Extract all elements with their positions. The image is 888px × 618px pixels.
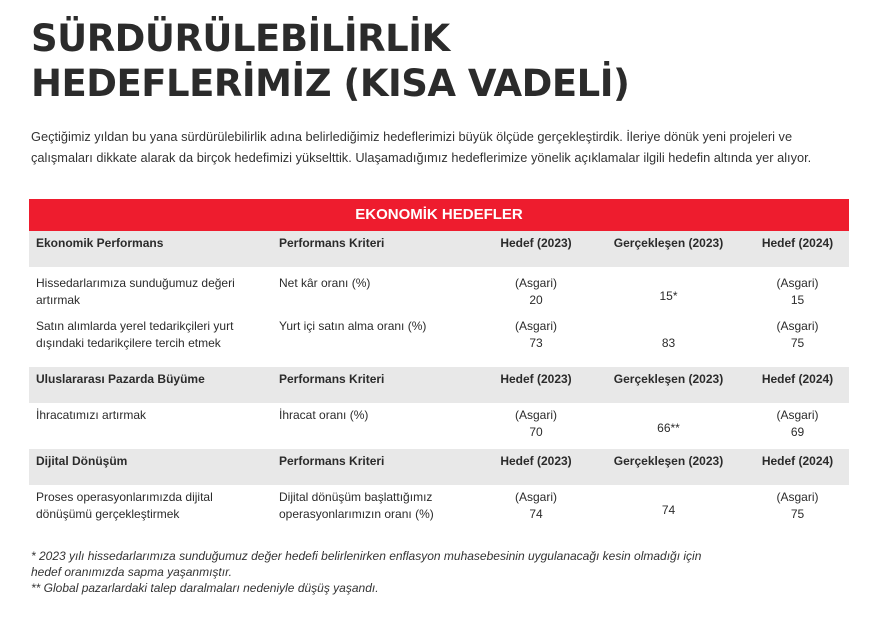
target-2024-cell [746,403,849,449]
goal-line: dışındaki tedarikçilere tercih etmek [36,336,221,350]
column-header-target-2024: Hedef (2024) [761,236,834,250]
actual-2023-value: 15* [659,289,678,303]
goal-cell [29,318,272,367]
column-header-target-2023: Hedef (2023) [500,372,572,386]
goal-line: dönüşümü gerçekleştirmek [36,507,180,521]
intro-line-1: Geçtiğimiz yıldan bu yana sürdürülebilirlik adına belirlediğimiz hedeflerimizi büyük ölçüde gerçekleştirdik. İleriye dönük yeni projeleri ve [31,129,793,144]
column-header-target-2024: Hedef (2024) [761,372,834,386]
criteria-line: Net kâr oranı (%) [279,276,371,290]
table-row [29,403,849,449]
goal-line: Satın alımlarda yerel tedarikçileri yurt [36,319,234,333]
page-title-line-2: HEDEFLERİMİZ (KISA VADELİ) [31,62,630,105]
goal-line: İhracatımızı artırmak [36,408,147,422]
criteria-line: Yurt içi satın alma oranı (%) [279,319,427,333]
section-header-economic-performance [29,231,849,267]
target-2024-cell [746,271,849,318]
min-label: (Asgari) [776,276,819,290]
section-header-international-growth [29,367,849,403]
table-row [29,318,849,367]
min-label: (Asgari) [514,276,557,290]
target-2024-cell [746,318,849,367]
actual-2023-value: 66** [657,421,680,435]
section-name: Uluslararası Pazarda Büyüme [36,372,205,386]
goal-cell [29,403,272,449]
column-header-actual-2023: Gerçekleşen (2023) [613,372,724,386]
page-title-line-1: SÜRDÜRÜLEBİLİRLİK [31,17,450,60]
target-2024-value: 69 [790,425,805,439]
footnote-1-line-1: * 2023 yılı hissedarlarımıza sunduğumuz değer hedefi belirlenirken enflasyon muhasebesinin uygulanacağı kesin olmadığı için [31,549,702,563]
table-row [29,485,849,533]
criteria-cell [272,485,481,533]
min-label: (Asgari) [776,408,819,422]
criteria-cell [272,318,481,367]
criteria-line: İhracat oranı (%) [279,408,369,422]
column-header-criteria: Performans Kriteri [279,372,385,386]
criteria-cell [272,271,481,318]
target-2024-cell [746,485,849,533]
column-header-criteria: Performans Kriteri [279,454,385,468]
min-label: (Asgari) [514,408,557,422]
goal-cell [29,485,272,533]
target-2023-value: 20 [529,293,543,307]
section-name: Dijital Dönüşüm [36,454,128,468]
section-name: Ekonomik Performans [36,236,164,250]
intro-paragraph [31,126,851,168]
footnotes [31,548,831,596]
column-header-actual-2023: Gerçekleşen (2023) [613,236,724,250]
target-2024-value: 75 [790,507,805,521]
target-2023-cell [481,485,591,533]
actual-2023-value: 74 [661,503,676,517]
column-header-target-2023: Hedef (2023) [500,236,572,250]
criteria-line: operasyonlarımızın oranı (%) [279,507,434,521]
target-2024-value: 75 [790,336,805,350]
min-label: (Asgari) [514,490,557,504]
goal-line: artırmak [36,293,81,307]
table-title: EKONOMİK HEDEFLER [29,199,849,231]
actual-2023-value: 83 [661,336,676,350]
column-header-criteria: Performans Kriteri [279,236,385,250]
page-title [31,16,851,106]
min-label: (Asgari) [514,319,557,333]
economic-goals-table [29,199,849,533]
target-2023-cell [481,318,591,367]
criteria-cell [272,403,481,449]
min-label: (Asgari) [776,490,819,504]
table-row [29,267,849,318]
target-2023-cell [481,403,591,449]
goal-cell [29,271,272,318]
target-2023-value: 74 [529,507,543,521]
column-header-actual-2023: Gerçekleşen (2023) [613,454,724,468]
footnote-1-line-2: hedef oranımızda sapma yaşanmıştır. [31,565,232,579]
intro-line-2: çalışmaları dikkate alarak da birçok hedefimizi yükselttik. Ulaşamadığımız hedeflerimize yönelik açıklamalar ilgili hedefin altında yer alıyor. [31,150,812,165]
goal-line: Hissedarlarımıza sunduğumuz değeri [36,276,235,290]
target-2023-cell [481,271,591,318]
target-2024-value: 15 [790,293,805,307]
target-2023-value: 73 [529,336,543,350]
section-header-digital-transformation [29,449,849,485]
goal-line: Proses operasyonlarımızda dijital [36,490,213,504]
column-header-target-2023: Hedef (2023) [500,454,572,468]
target-2023-value: 70 [529,425,543,439]
min-label: (Asgari) [776,319,819,333]
footnote-2: ** Global pazarlardaki talep daralmaları nedeniyle düşüş yaşandı. [31,581,379,595]
criteria-line: Dijital dönüşüm başlattığımız [279,490,433,504]
column-header-target-2024: Hedef (2024) [761,454,834,468]
